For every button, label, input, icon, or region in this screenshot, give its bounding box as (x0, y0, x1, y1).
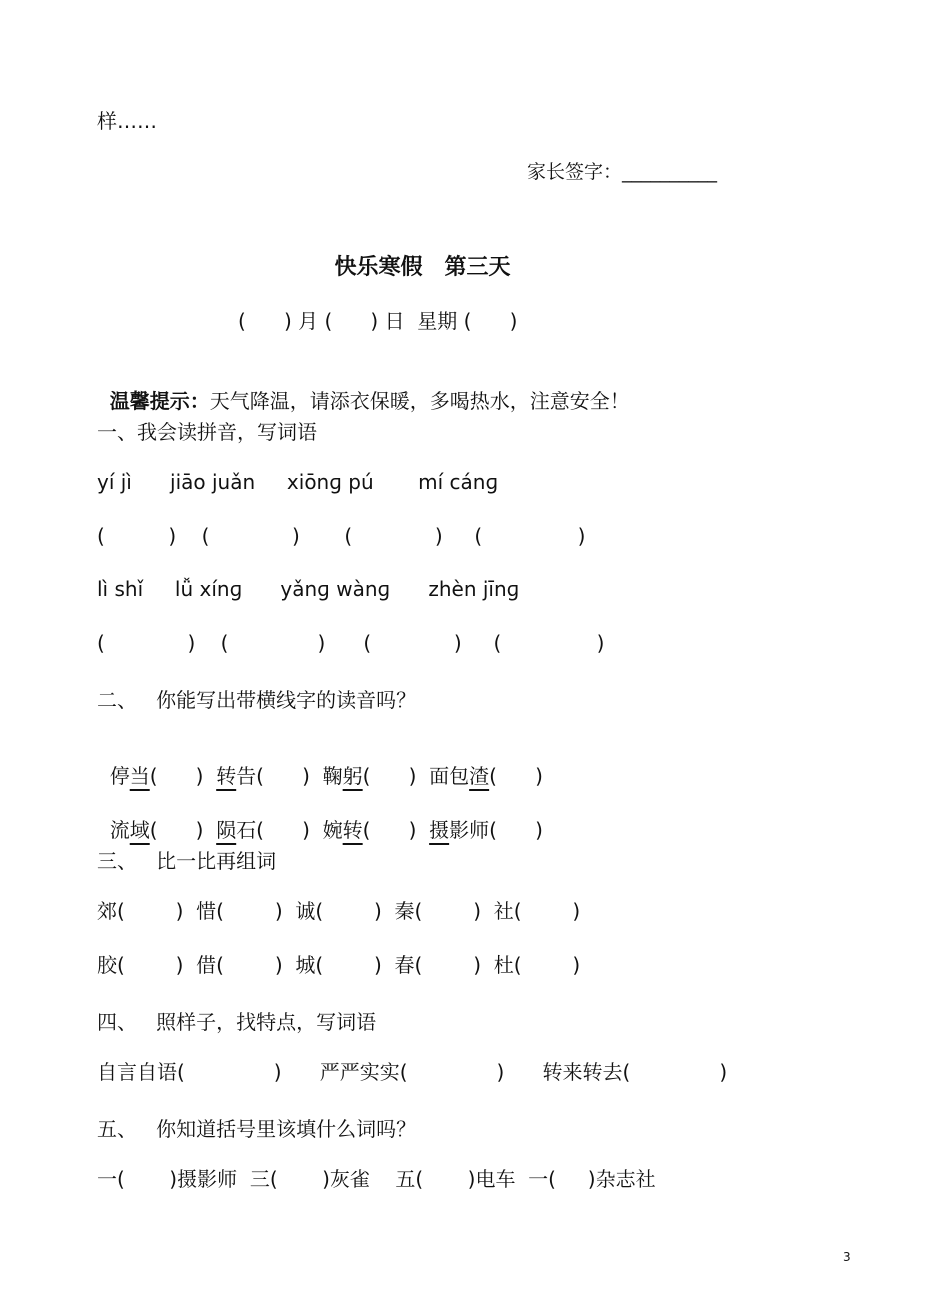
underlined-char: 陨 (216, 818, 237, 842)
section3-row1: 郊( ) 惜( ) 诚( ) 秦( ) 社( ) (97, 899, 581, 923)
section3-row2: 胶( ) 借( ) 城( ) 春( ) 杜( ) (97, 953, 581, 977)
word-item: 面包渣( ) (429, 764, 543, 788)
section5-row: 一( )摄影师 三( )灰雀 五( )电车 一( )杂志社 (97, 1167, 656, 1191)
word-item: 转告( ) (216, 764, 323, 788)
word-item: 陨石( ) (216, 818, 323, 842)
word-item: 鞠躬( ) (322, 764, 430, 788)
underlined-char: 渣 (469, 764, 490, 788)
word-item: 停当( ) (109, 764, 217, 788)
underlined-char: 躬 (342, 764, 363, 788)
page-number: 3 (843, 1250, 851, 1264)
underlined-char: 转 (216, 764, 237, 788)
tip-text: 天气降温，请添衣保暖，多喝热水，注意安全！ (209, 389, 630, 413)
underlined-char: 转 (342, 818, 363, 842)
section1-pinyin-row1: yí jì jiāo juǎn xiōnɡ pú mí cánɡ (97, 470, 499, 494)
section2-row2 (97, 791, 543, 843)
section2-heading: 二、 你能写出带横线字的读音吗？ (97, 688, 417, 712)
section3-heading: 三、 比一比再组词 (97, 849, 277, 873)
continued-text: 样…… (97, 109, 157, 133)
page-title: 快乐寒假 第三天 (334, 255, 511, 280)
section1-blank-row1: ( ) ( ) ( ) ( ) (97, 524, 586, 548)
underlined-char: 当 (129, 764, 150, 788)
word-item: 流域( ) (109, 818, 217, 842)
section4-row: 自言自语( ) 严严实实( ) 转来转去( ) (97, 1060, 728, 1084)
date-line: ( ) 月 ( ) 日 星期 ( ) (238, 309, 518, 333)
underlined-char: 摄 (429, 818, 450, 842)
warm-tip (97, 362, 630, 414)
word-item: 摄影师( ) (429, 818, 543, 842)
word-item: 婉转( ) (322, 818, 430, 842)
section5-heading: 五、 你知道括号里该填什么词吗？ (97, 1117, 417, 1141)
section1-heading: 一、我会读拼音，写词语 (97, 420, 317, 444)
section1-pinyin-row2: lì shǐ lǚ xínɡ yǎnɡ wànɡ zhèn jīnɡ (97, 577, 520, 601)
parent-signature-line: 家长签字：__________ (527, 161, 718, 183)
tip-label: 温馨提示： (109, 389, 210, 413)
section4-heading: 四、 照样子，找特点，写词语 (97, 1010, 377, 1034)
underlined-char: 域 (129, 818, 150, 842)
section1-blank-row2: ( ) ( ) ( ) ( ) (97, 631, 605, 655)
section2-row1 (97, 737, 543, 789)
